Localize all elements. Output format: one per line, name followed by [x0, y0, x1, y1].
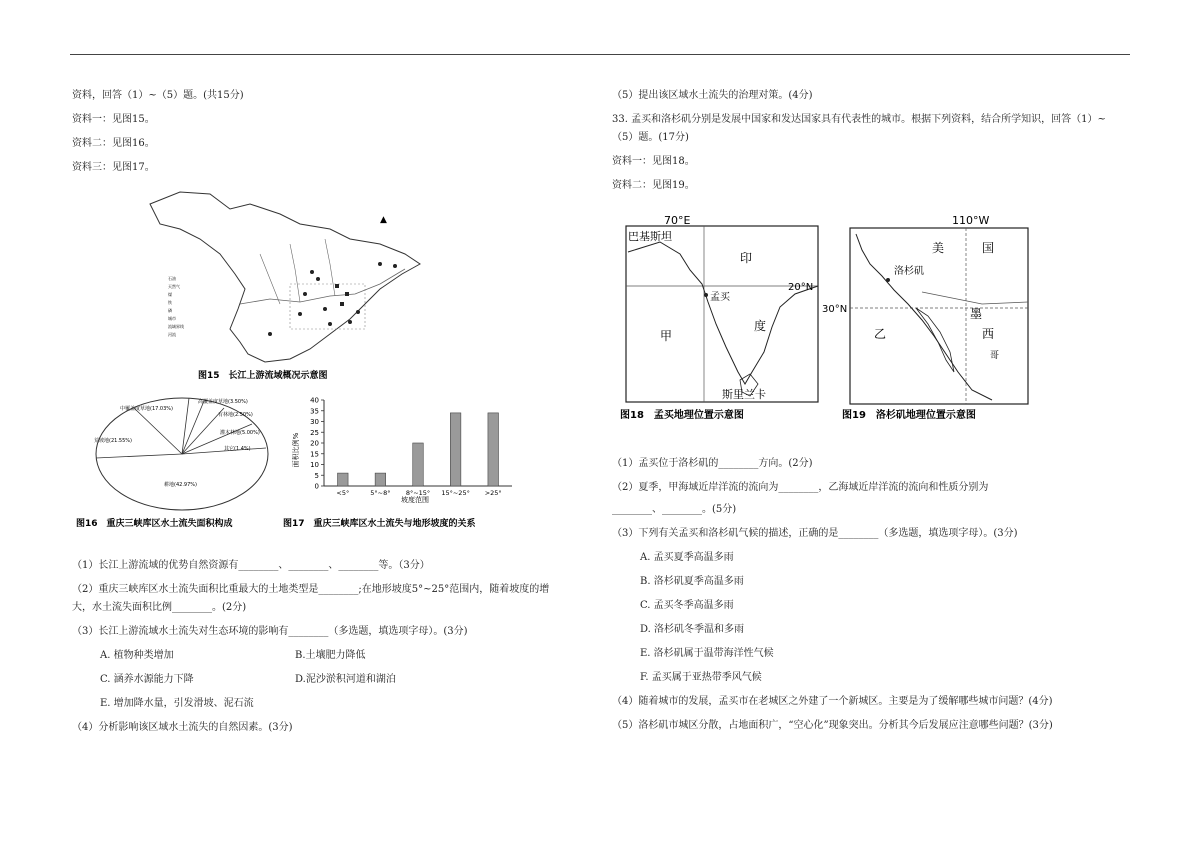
- pie-label-forest: 有林地(2.50%): [218, 412, 253, 418]
- option-a: A. 植物种类增加: [100, 650, 174, 661]
- resource-markers: [268, 262, 397, 336]
- legend-item: 天然气: [168, 284, 180, 289]
- x-tick-label: >25°: [484, 489, 502, 497]
- figure-16-caption: 图16 重庆三峡库区水土流失面积构成: [76, 519, 233, 529]
- top-rule: [70, 54, 1130, 55]
- figure-15-map: [140, 184, 440, 384]
- s-question-2-line-2: ________、________。(5分): [612, 504, 737, 515]
- s3-option-b: B. 洛杉矶夏季高温多雨: [640, 576, 744, 587]
- pie-divider: [96, 454, 182, 458]
- pie-label-other: 其它(1.4%): [224, 446, 251, 452]
- x-tick-label: 5°~8°: [370, 489, 391, 497]
- right-column: [612, 90, 1132, 204]
- q3-options-row-1: [72, 650, 602, 662]
- question-3: （3）长江上游流域水土流失对生态环境的影响有________（多选题，填选项字母）。(3分): [72, 626, 468, 637]
- la-marker: [886, 278, 890, 282]
- india-label-1: 印: [740, 251, 753, 265]
- fig15-legend: [168, 275, 184, 337]
- option-b: B.土壤肥力降低: [295, 650, 366, 661]
- chart-bar: [338, 473, 349, 486]
- yi-sea-label: 乙: [874, 327, 887, 341]
- s-question-3: （3）下列有关孟买和洛杉矶气候的描述，正确的是________（多选题，填选项字母）。(3分): [612, 528, 1018, 539]
- y-tick-label: 40: [310, 396, 319, 405]
- figure-16-pie: [74, 396, 274, 532]
- detail-box: [290, 284, 365, 329]
- question-5: （5）提出该区域水土流失的治理对策。(4分): [612, 90, 813, 101]
- us-label-1: 美: [932, 241, 945, 255]
- pie-label-high-grass: 高覆盖度草地(3.50%): [198, 399, 248, 405]
- mexico-label-2: 西: [982, 327, 995, 341]
- s3-option-a: A. 孟买夏季高温多雨: [640, 552, 734, 563]
- question-1: （1）长江上游流域的优势自然资源有________、________、________等。（3分）: [72, 560, 430, 571]
- chart-bar: [450, 413, 461, 486]
- figure-18-map: [620, 212, 832, 424]
- y-tick-label: 10: [310, 461, 319, 469]
- lon-label: 70°E: [664, 214, 691, 227]
- pie-label-shrub: 灌木林地(5.00%): [220, 430, 260, 436]
- pie-label-barren: 荒坡地(21.55%): [94, 438, 132, 444]
- right-questions: [612, 458, 1132, 744]
- y-tick-label: 15: [310, 450, 319, 459]
- x-axis-label: 坡度范围: [401, 496, 429, 504]
- legend-item: 流域界线: [168, 324, 184, 329]
- x-tick-label: <5°: [336, 489, 350, 497]
- figure-17-bar-chart: [280, 392, 520, 532]
- y-tick-label: 35: [310, 407, 319, 416]
- y-tick-label: 25: [310, 428, 319, 437]
- river-tributary: [260, 254, 280, 304]
- legend-item: 河流: [168, 332, 176, 337]
- s-question-5: （5）洛杉矶市城区分散，占地面积广，“空心化”现象突出。分析其今后发展应注意哪些问题？(3分): [612, 720, 1053, 731]
- baja-peninsula: [916, 308, 954, 372]
- chart-bar: [488, 413, 499, 486]
- mumbai-label: 孟买: [710, 292, 730, 303]
- material-2: 资料二：见图16。: [72, 138, 155, 149]
- y-tick-label: 5: [314, 471, 319, 480]
- figure-19-map: [822, 212, 1042, 424]
- material-2-right: 资料二：见图19。: [612, 180, 695, 191]
- pakistan-label: 巴基斯坦: [628, 230, 672, 243]
- legend-item: 石油: [168, 276, 176, 281]
- question-33-line-2: （5）题。(17分): [612, 132, 689, 143]
- jia-sea-label: 甲: [660, 329, 673, 343]
- mumbai-marker: [704, 293, 708, 297]
- question-4: （4）分析影响该区域水土流失的自然因素。(3分): [72, 722, 293, 733]
- question-33-line-1: 33. 孟买和洛杉矶分别是发展中国家和发达国家具有代表性的城市。根据下列资料，结合所学知识，回答（1）~: [612, 114, 1106, 125]
- lon-label: 110°W: [952, 214, 990, 227]
- s3-option-e: E. 洛杉矶属于温带海洋性气候: [640, 648, 774, 659]
- y-tick-label: 0: [314, 482, 319, 491]
- option-d: D.泥沙淤积河道和湖泊: [295, 674, 396, 685]
- river-tributary: [290, 244, 300, 302]
- pie-label-mid-grass: 中覆盖度草地(17.03%): [120, 406, 173, 412]
- river-main: [240, 269, 405, 304]
- s-question-1: （1）孟买位于洛杉矶的________方向。(2分): [612, 458, 813, 469]
- x-tick-label: 15°~25°: [441, 489, 470, 497]
- y-tick-label: 20: [310, 439, 319, 448]
- intro-text: 资料，回答（1）~（5）题。(共15分): [72, 90, 244, 101]
- s3-option-f: F. 孟买属于亚热带季风气候: [640, 672, 762, 683]
- map-frame: [626, 226, 818, 402]
- mexico-label-1: 墨: [970, 307, 983, 321]
- pie-label-cropland: 耕地(42.97%): [164, 482, 197, 488]
- left-questions: [72, 560, 602, 746]
- figure-15-caption: 图15 长江上游流域概况示意图: [198, 371, 328, 381]
- s-question-4: （4）随着城市的发展，孟买市在老城区之外建了一个新城区。主要是为了缓解哪些城市问题？(4分): [612, 696, 1053, 707]
- la-label: 洛杉矶: [894, 266, 924, 277]
- s-question-2-line-1: （2）夏季，甲海域近岸洋流的流向为________，乙海域近岸洋流的流向和性质分别为: [612, 482, 989, 493]
- us-label-2: 国: [982, 241, 995, 255]
- legend-item: 磷: [168, 308, 172, 313]
- question-2-line-1: （2）重庆三峡库区水土流失面积比重最大的土地类型是________;在地形坡度5°~25°范围内，随着坡度的增: [72, 584, 550, 595]
- material-1-right: 资料一：见图18。: [612, 156, 695, 167]
- srilanka-label: 斯里兰卡: [722, 388, 766, 401]
- y-tick-label: 30: [310, 418, 319, 426]
- lat-label: 30°N: [822, 304, 848, 315]
- q3-options-row-2: [72, 674, 602, 686]
- pie-divider: [134, 408, 182, 454]
- legend-item: 铁: [168, 300, 172, 305]
- x-tick-label: 8°~15°: [405, 489, 431, 497]
- figure-19-caption: 图19 洛杉矶地理位置示意图: [842, 410, 976, 421]
- figure-17-caption: 图17 重庆三峡库区水土流失与地形坡度的关系: [283, 519, 476, 529]
- legend-item: 煤: [168, 292, 172, 297]
- legend-item: 城市: [168, 316, 176, 321]
- material-3: 资料三：见图17。: [72, 162, 155, 173]
- mexico-label-3: 哥: [990, 351, 1000, 361]
- us-mexico-border: [922, 292, 1028, 304]
- s3-option-d: D. 洛杉矶冬季温和多雨: [640, 624, 745, 635]
- question-2-line-2: 大，水土流失面积比例________。(2分): [72, 602, 247, 613]
- chart-bars: [338, 413, 499, 486]
- india-coastline: [628, 242, 818, 384]
- india-label-2: 度: [754, 319, 767, 333]
- lat-label: 20°N: [788, 282, 814, 293]
- river-tributary: [325, 239, 335, 296]
- option-c: C. 涵养水源能力下降: [100, 674, 194, 685]
- chart-bar: [375, 473, 386, 486]
- option-e: E. 增加降水量，引发滑坡、泥石流: [100, 698, 254, 709]
- y-axis-label: 面积比例%: [292, 432, 300, 468]
- north-arrow-icon: ▲: [380, 215, 387, 225]
- s3-option-c: C. 孟买冬季高温多雨: [640, 600, 734, 611]
- left-column: [72, 90, 602, 186]
- figure-18-caption: 图18 孟买地理位置示意图: [620, 410, 744, 421]
- material-1: 资料一：见图15。: [72, 114, 155, 125]
- chart-bar: [413, 443, 424, 486]
